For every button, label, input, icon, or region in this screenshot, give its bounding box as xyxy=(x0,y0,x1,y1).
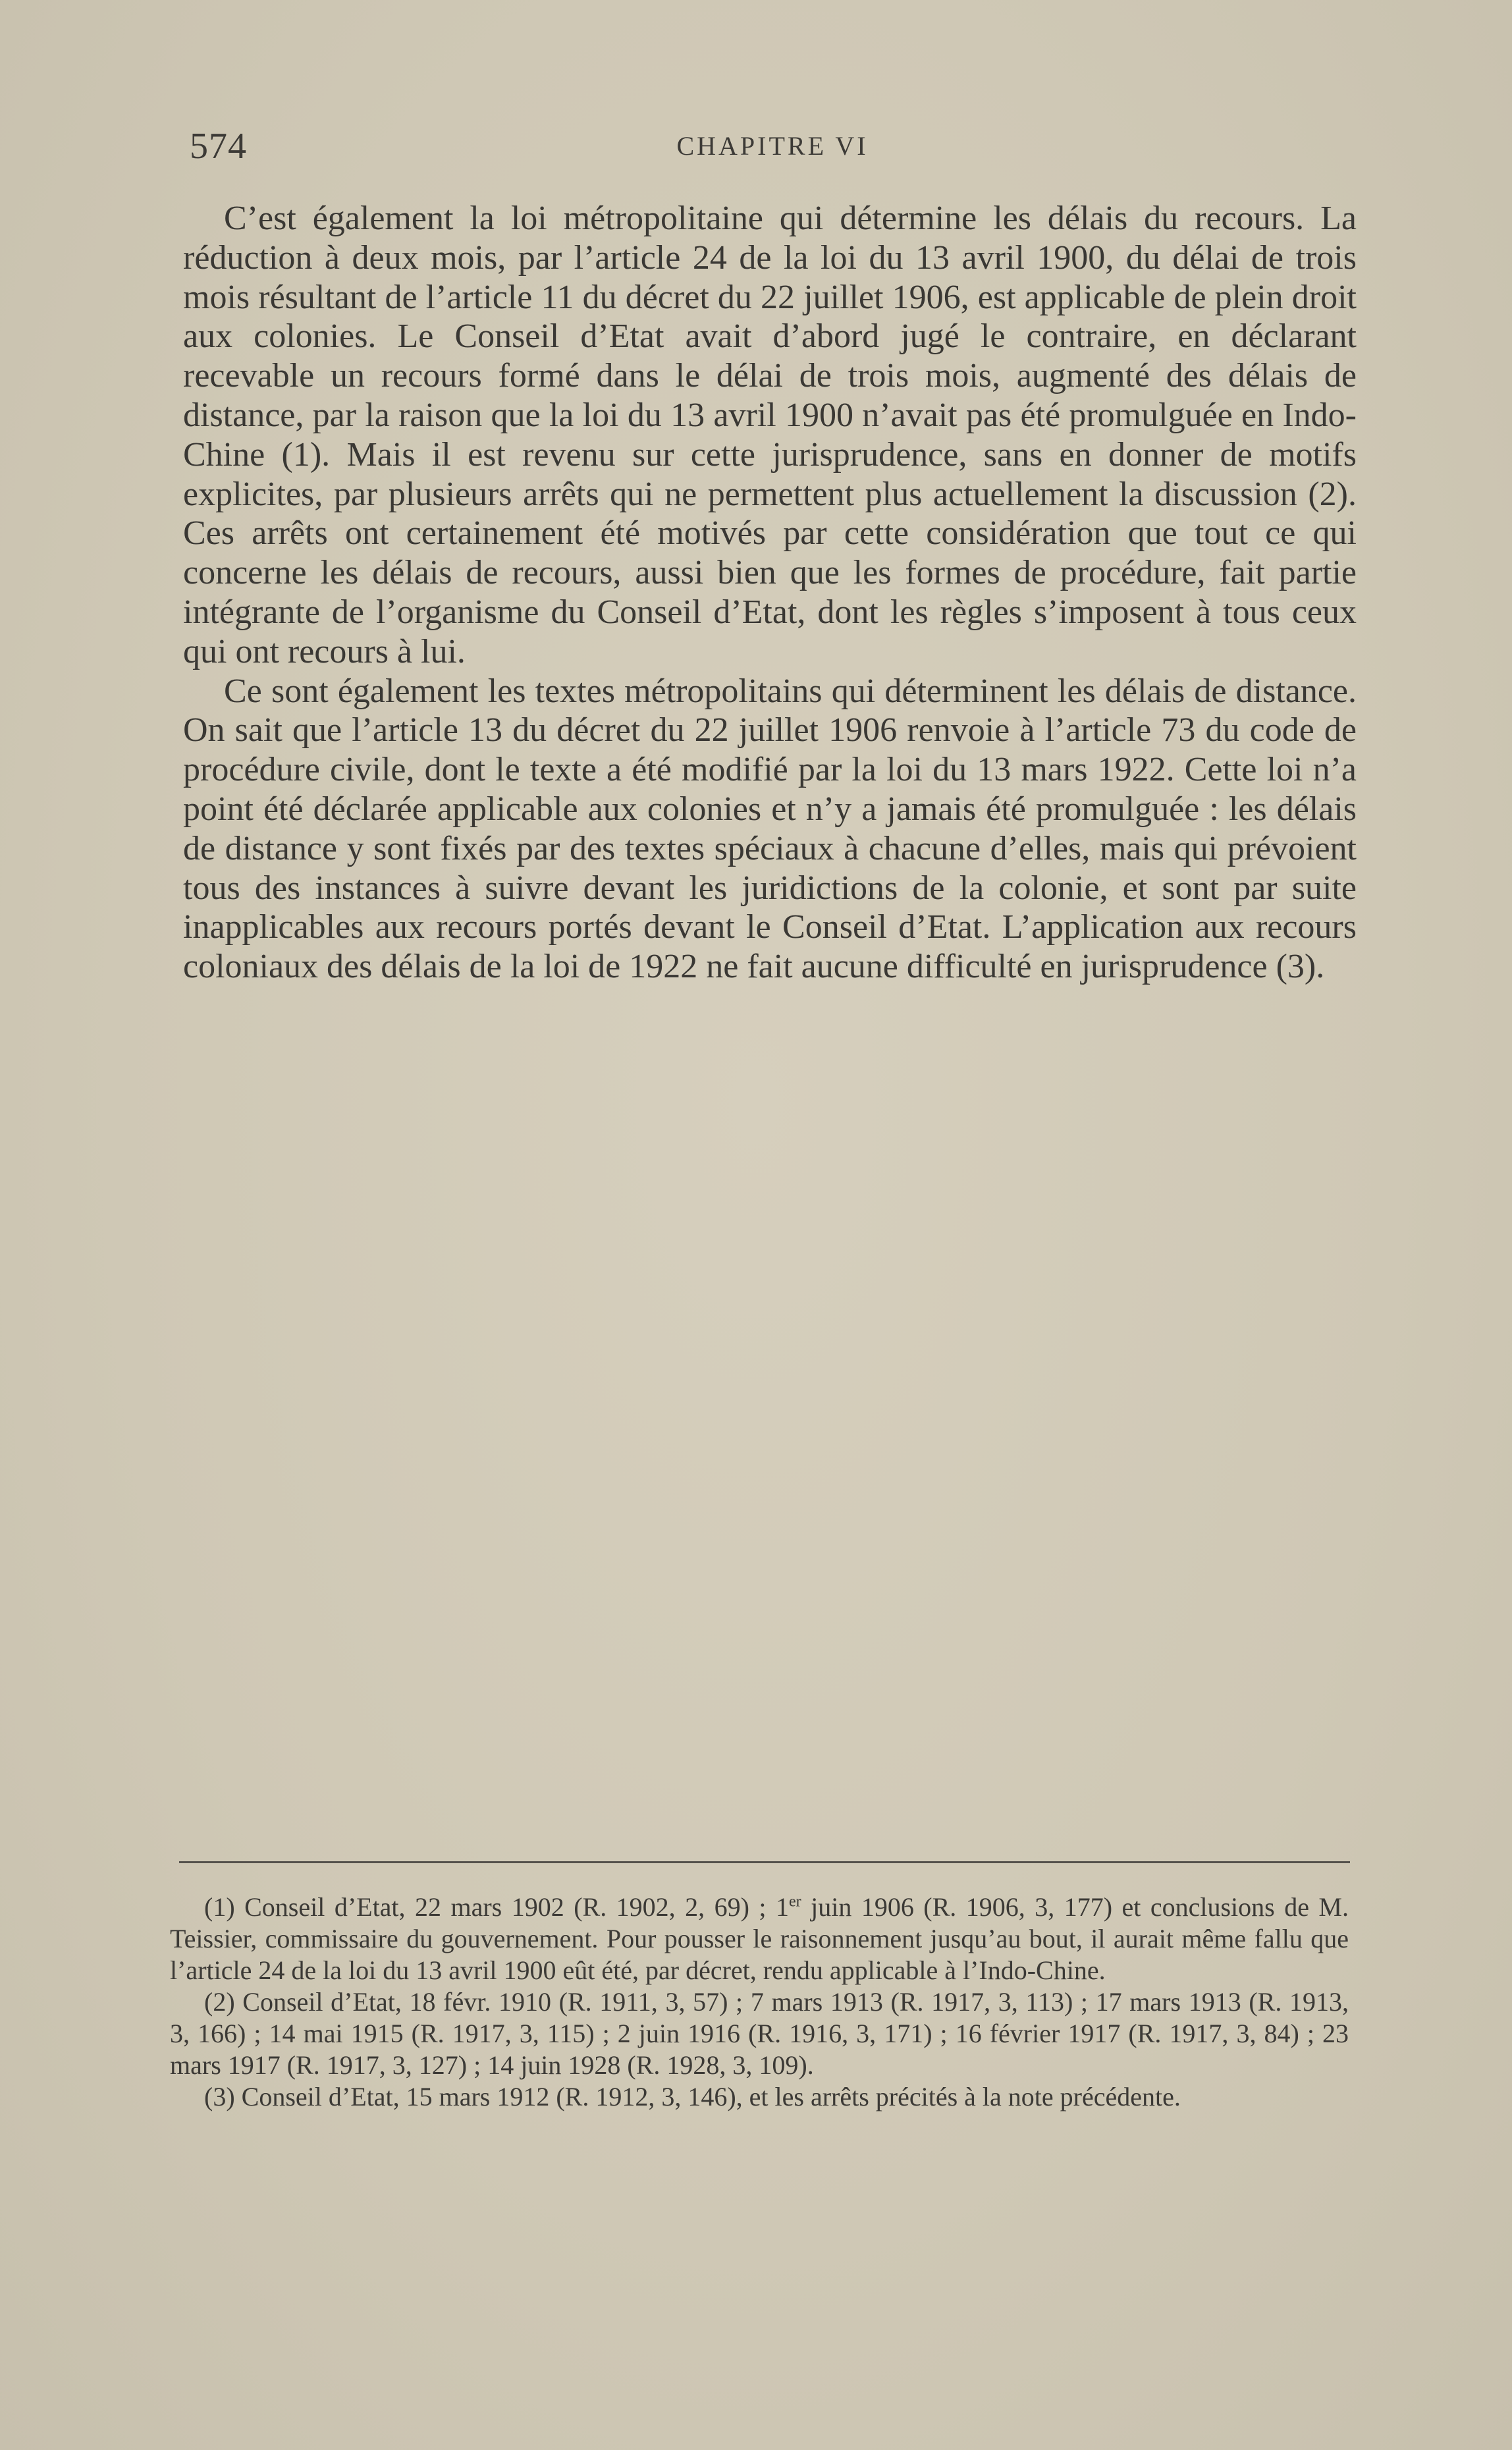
footnote-1-text: (1) Conseil d’Etat, 22 mars 1902 (R. 1902, 2, 69) ; 1 xyxy=(204,1892,789,1922)
footnote-separator xyxy=(179,1861,1350,1863)
footnote-3: (3) Conseil d’Etat, 15 mars 1912 (R. 1912, 3, 146), et les arrêts précités à la note précédente. xyxy=(204,2082,1181,2111)
chapter-title: CHAPITRE VI xyxy=(676,131,869,161)
main-text xyxy=(183,199,1357,987)
running-header xyxy=(190,125,1355,178)
footnote-2: (2) Conseil d’Etat, 18 févr. 1910 (R. 1911, 3, 57) ; 7 mars 1913 (R. 1917, 3, 113) ; 17 mars 1913 (R. 1913, 3, 166) ; 14 mai 1915 (R. 1917, 3, 115) ; 2 juin 1916 (R. 1916, 3, 171) ; 16 février 1917 (R. 1917, 3, 84) ; 23 mars 1917 (R. 1917, 3, 127) ; 14 juin 1928 (R. 1928, 3, 109). xyxy=(170,1987,1349,2080)
footnote-1-text-cont: juin 1906 (R. 1906, 3, 177) et conclusions de M. Teissier, commissaire du gouvernement. Pour pousser le raisonnement jusqu’au bout, il aurait même fallu que l’article 24 de la loi du 13 avril 1900 eût été, par décret, rendu applicable à l’Indo-Chine. xyxy=(170,1892,1349,1985)
footnote-1-superscript: er xyxy=(789,1893,801,1911)
footnote-1 xyxy=(170,1892,1349,1986)
footnotes xyxy=(170,1892,1349,2113)
paragraph: Ce sont également les textes métropolitains qui déterminent les délais de distance. On sait que l’article 13 du décret du 22 juillet 1906 renvoie à l’article 73 du code de procédure civile, dont le texte a été modifié par la loi du 13 mars 1922. Cette loi n’a point été déclarée applicable aux colonies et n’y a jamais été promulguée : les délais de distance y sont fixés par des textes spéciaux à chacune d’elles, mais qui prévoient tous des instances à suivre devant les juridictions de la colonie, et sont par suite inapplicables aux recours portés devant le Conseil d’Etat. L’application aux recours coloniaux des délais de la loi de 1922 ne fait aucune difficulté en jurisprudence (3). xyxy=(183,672,1357,986)
page-number: 574 xyxy=(190,126,247,167)
paragraph: C’est également la loi métropolitaine qui détermine les délais du recours. La réduction à deux mois, par l’article 24 de la loi du 13 avril 1900, du délai de trois mois résultant de l’article 11 du décret du 22 juillet 1906, est applicable de plein droit aux colonies. Le Conseil d’Etat avait d’abord jugé le contraire, en déclarant recevable un recours formé dans le délai de trois mois, augmenté des délais de distance, par la raison que la loi du 13 avril 1900 n’avait pas été promulguée en Indo-Chine (1). Mais il est revenu sur cette jurisprudence, sans en donner de motifs explicites, par plusieurs arrêts qui ne permettent plus actuellement la discussion (2). Ces arrêts ont certainement été motivés par cette considération que tout ce qui concerne les délais de recours, aussi bien que les formes de procédure, fait partie intégrante de l’organisme du Conseil d’Etat, dont les règles s’imposent à tous ceux qui ont recours à lui. xyxy=(183,200,1357,670)
